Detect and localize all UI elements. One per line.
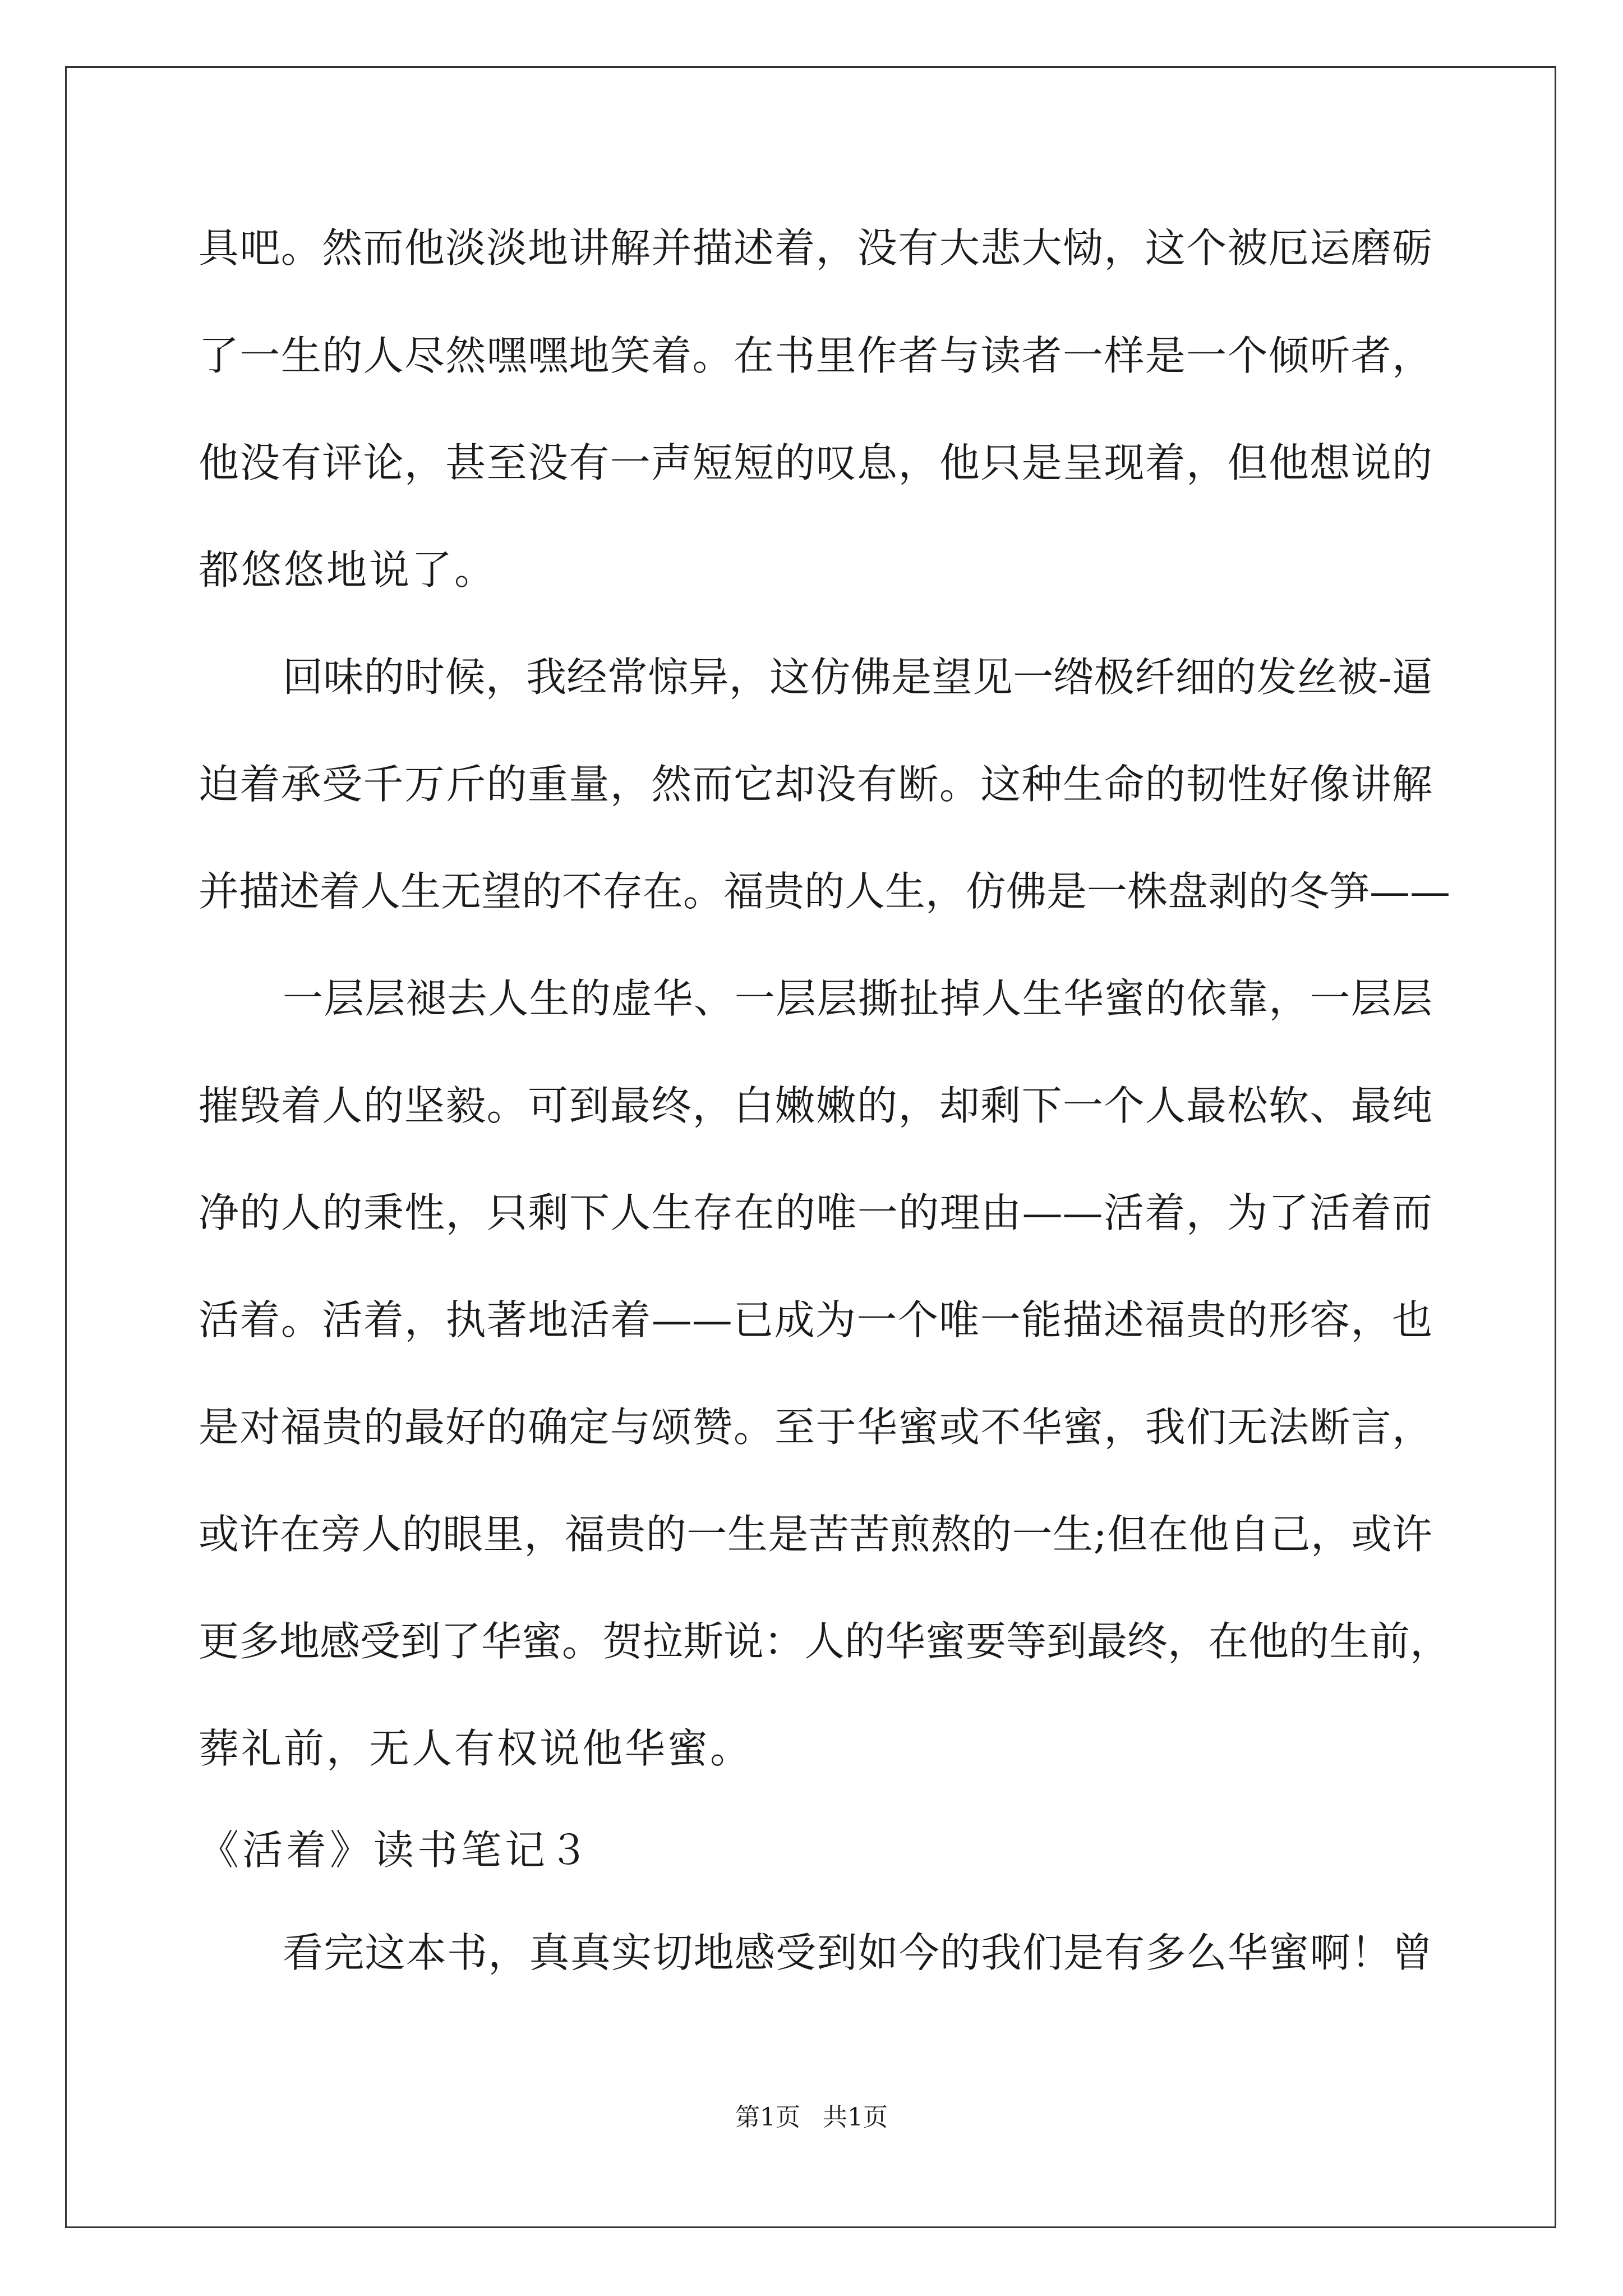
- text-line: 回味的时候，我经常惊异，这仿佛是望见一绺极纤细的发丝被-逼: [283, 654, 1432, 701]
- text-line: 净的人的秉性，只剩下人生存在的唯一的理由——活着，为了活着而: [199, 1189, 1432, 1236]
- page-total: 共1页: [823, 2103, 888, 2132]
- text-line: 更多地感受到了华蜜。贺拉斯说：人的华蜜要等到最终，在他的生前，: [199, 1618, 1451, 1665]
- page-footer: [0, 2101, 1623, 2134]
- text-line: 或许在旁人的眼里，福贵的一生是苦苦煎熬的一生;但在他自己，或许: [199, 1511, 1432, 1558]
- text-line: 都悠悠地说了。: [199, 546, 497, 593]
- text-line: 活着。活着，执著地活着——已成为一个唯一能描述福贵的形容，也: [199, 1296, 1432, 1343]
- text-line: 摧毁着人的坚毅。可到最终，白嫩嫩的，却剩下一个人最松软、最纯: [199, 1082, 1432, 1129]
- text-line: 是对福贵的最好的确定与颂赞。至于华蜜或不华蜜，我们无法断言，: [199, 1404, 1432, 1451]
- text-line: 迫着承受千万斤的重量，然而它却没有断。这种生命的韧性好像讲解: [199, 761, 1432, 808]
- text-line: 并描述着人生无望的不存在。福贵的人生，仿佛是一株盘剥的冬笋——: [199, 868, 1451, 915]
- page-border: [65, 66, 1556, 2228]
- text-line: 了一生的人尽然嘿嘿地笑着。在书里作者与读者一样是一个倾听者，: [199, 332, 1432, 379]
- section-heading: 《活着》读书笔记３: [199, 1826, 593, 1874]
- text-line: 葬礼前，无人有权说他华蜜。: [199, 1725, 753, 1772]
- text-line: 他没有评论，甚至没有一声短短的叹息，他只是呈现着，但他想说的: [199, 439, 1432, 486]
- text-line: 一层层褪去人生的虚华、一层层撕扯掉人生华蜜的依靠，一层层: [283, 975, 1432, 1022]
- text-line: 具吧。然而他淡淡地讲解并描述着，没有大悲大恸，这个被厄运磨砺: [199, 224, 1432, 272]
- page-number: 第1页: [735, 2103, 800, 2132]
- text-line: 看完这本书，真真实切地感受到如今的我们是有多么华蜜啊！曾: [283, 1929, 1432, 1976]
